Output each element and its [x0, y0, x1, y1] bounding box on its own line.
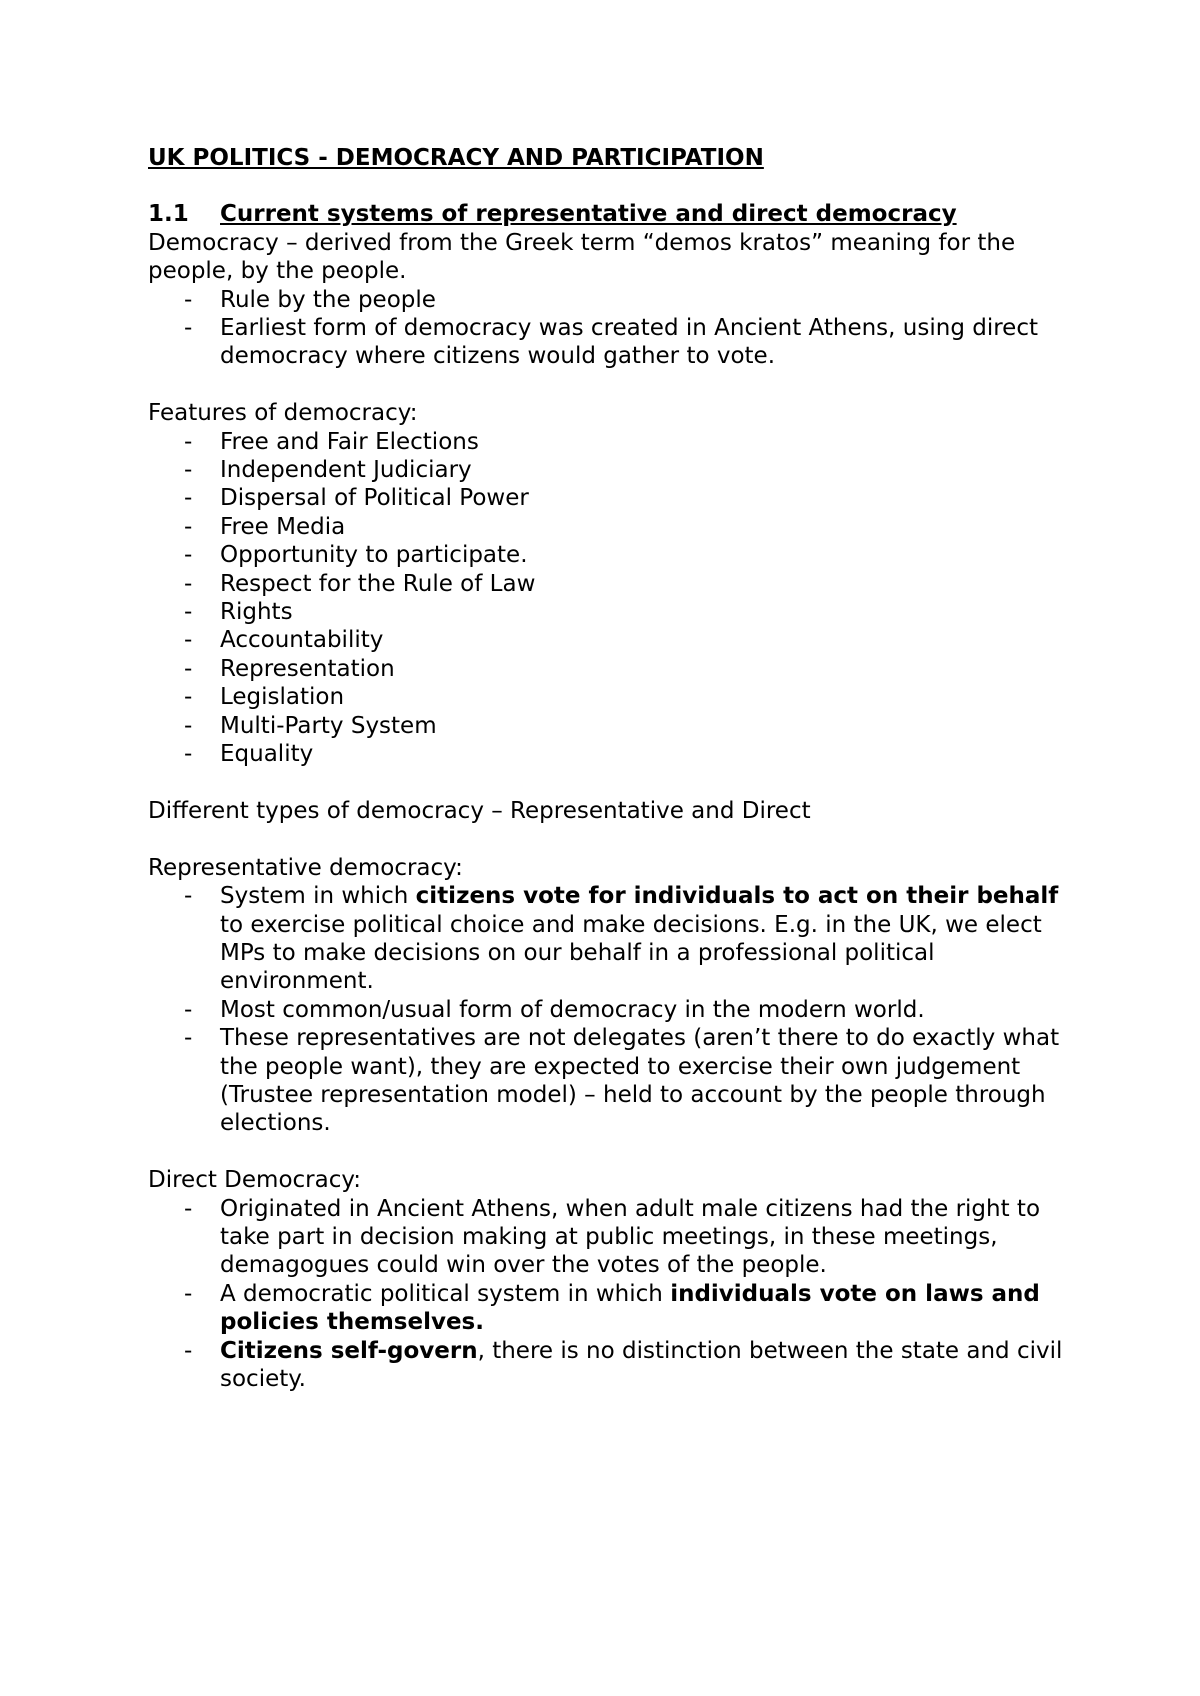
list-item: - Independent Judiciary: [148, 456, 1068, 484]
list-item: - Equality: [148, 740, 1068, 768]
list-item: - System in which citizens vote for individuals to act on their behalf to exercise political choice and make decisions. E.g. in the UK, we elect MPs to make decisions on our behalf in a professional political environment.: [148, 882, 1068, 996]
list-item: - Originated in Ancient Athens, when adult male citizens had the right to take part in decision making at public meetings, in these meetings, demagogues could win over the votes of the people.: [148, 1195, 1068, 1280]
section-number: 1.1: [148, 201, 189, 228]
features-heading: Features of democracy:: [148, 400, 418, 427]
list-item: - Multi-Party System: [148, 712, 1068, 740]
representative-heading: Representative democracy:: [148, 854, 463, 881]
list-item: - Legislation: [148, 683, 1068, 711]
list-item: - Respect for the Rule of Law: [148, 570, 1068, 598]
list-item: - Rule by the people: [148, 286, 1068, 314]
list-item: - Representation: [148, 655, 1068, 683]
list-item: - Rights: [148, 598, 1068, 626]
representative-list: [148, 882, 1068, 1138]
document-page: [148, 144, 1068, 1393]
intro-paragraph: Democracy – derived from the Greek term “demos kratos” meaning for the people, by the people.: [148, 229, 1016, 285]
direct-list: [148, 1195, 1068, 1394]
list-item: - Earliest form of democracy was created in Ancient Athens, using direct democracy where citizens would gather to vote.: [148, 314, 1068, 371]
section-title: Current systems of representative and direct democracy: [220, 201, 957, 228]
list-item: - Opportunity to participate.: [148, 541, 1068, 569]
list-item: - These representatives are not delegates (aren’t there to do exactly what the people want), they are expected to exercise their own judgement (Trustee representation model) – held to account by the people through elections.: [148, 1024, 1068, 1138]
intro-list: [148, 286, 1068, 371]
list-item: - Free Media: [148, 513, 1068, 541]
section-heading: [148, 200, 1068, 228]
list-item: - Citizens self-govern, there is no distinction between the state and civil society.: [148, 1337, 1068, 1394]
features-list: [148, 428, 1068, 769]
list-item: - Most common/usual form of democracy in the modern world.: [148, 996, 1068, 1024]
list-item: - A democratic political system in which individuals vote on laws and policies themselves.: [148, 1280, 1068, 1337]
list-item: - Accountability: [148, 626, 1068, 654]
types-paragraph: Different types of democracy – Representative and Direct: [148, 797, 811, 824]
list-item: - Dispersal of Political Power: [148, 484, 1068, 512]
list-item: - Free and Fair Elections: [148, 428, 1068, 456]
document-title: UK POLITICS - DEMOCRACY AND PARTICIPATION: [148, 145, 764, 171]
direct-heading: Direct Democracy:: [148, 1167, 362, 1194]
